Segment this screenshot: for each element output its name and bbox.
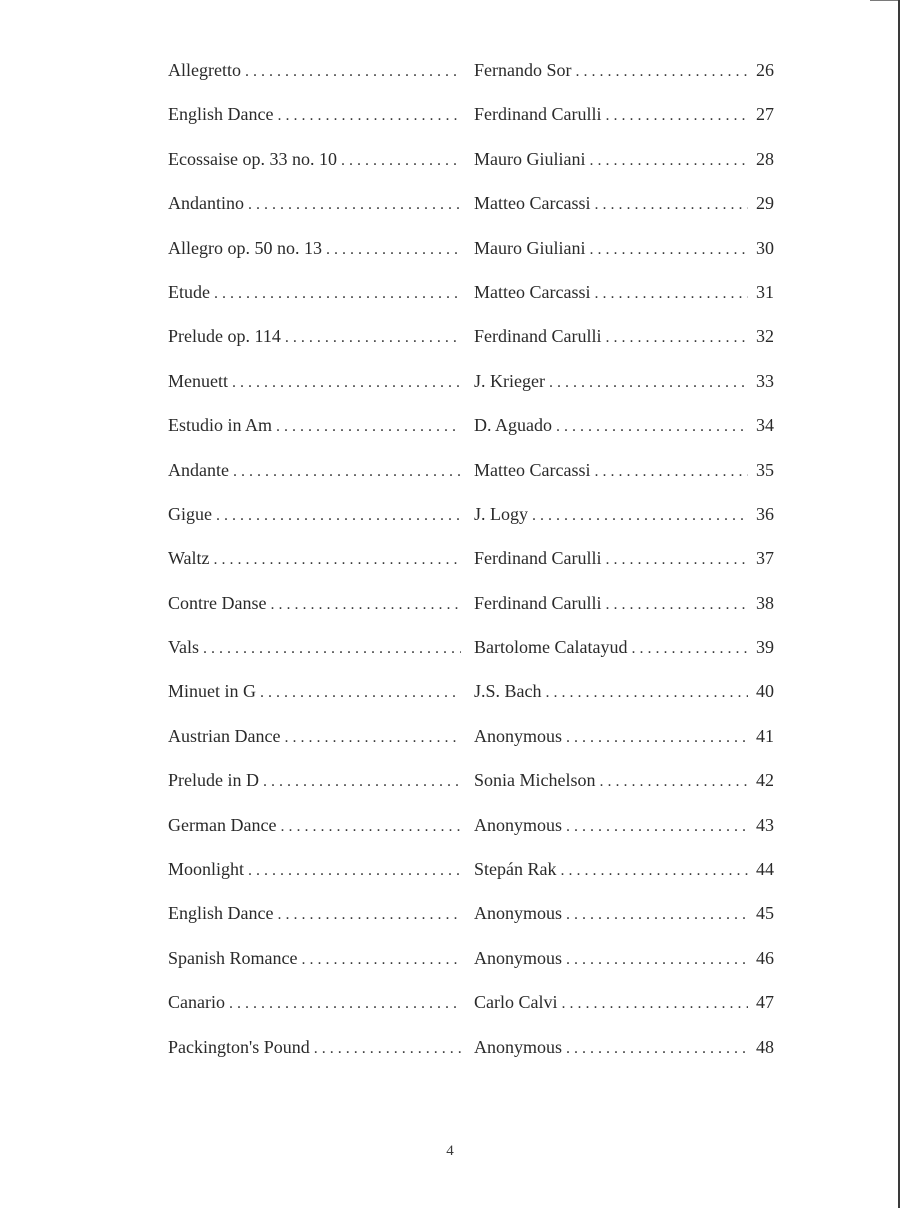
page-edge-top [870,0,900,1]
piece-title: Moonlight [168,859,245,880]
toc-row [168,453,774,497]
page-ref: 30 [756,237,774,258]
toc-composer-cell [474,985,774,1021]
dot-leader [270,588,461,622]
dot-leader [245,55,461,89]
page-ref: 36 [756,503,774,524]
toc-row [168,586,774,630]
dot-leader [576,55,749,89]
piece-title: Prelude op. 114 [168,326,281,347]
toc-row [168,408,774,452]
composer-name: Mauro Giuliani [474,237,586,258]
composer-name: Bartolome Calatayud [474,637,628,658]
dot-leader [631,632,748,666]
page-ref: 47 [756,992,774,1013]
toc-composer-cell [474,941,774,977]
toc-composer-cell [474,808,774,844]
dot-leader [600,765,749,799]
toc-title-cell [168,97,461,133]
page-ref: 26 [756,60,774,80]
dot-leader [277,898,461,932]
toc-composer-cell [474,97,774,133]
toc-row [168,852,774,896]
toc-row [168,808,774,852]
toc-composer-cell [474,319,774,355]
toc-title-cell [168,674,461,710]
piece-title: Allegro op. 50 no. 13 [168,237,322,258]
page-ref: 29 [756,193,774,214]
piece-title: Contre Danse [168,592,267,613]
toc-title-cell [168,275,461,311]
page-ref: 42 [756,770,774,791]
toc-title-cell [168,763,461,799]
toc-row [168,674,774,718]
piece-title: German Dance [168,814,277,835]
dot-leader [549,366,748,400]
toc-composer-cell [474,586,774,622]
composer-name: Sonia Michelson [474,770,596,791]
dot-leader [229,987,461,1021]
toc-title-cell [168,985,461,1021]
toc-composer-cell [474,142,774,178]
toc-composer-cell [474,896,774,932]
page-ref: 28 [756,148,774,169]
dot-leader [248,854,461,888]
dot-leader [566,721,748,755]
piece-title: Austrian Dance [168,725,281,746]
toc-row [168,275,774,319]
page-ref: 39 [756,637,774,658]
dot-leader [605,321,748,355]
toc-row [168,497,774,541]
toc-composer-cell [474,674,774,710]
page-ref: 38 [756,592,774,613]
dot-leader [594,277,748,311]
toc-row [168,763,774,807]
composer-name: Anonymous [474,903,563,924]
toc-title-cell [168,586,461,622]
page-ref: 27 [756,104,774,125]
page-ref: 32 [756,326,774,347]
toc-composer-cell [474,186,774,222]
dot-leader [277,99,461,133]
toc-composer-cell [474,364,774,400]
dot-leader [214,543,461,577]
piece-title: Andante [168,459,229,480]
piece-title: Ecossaise op. 33 no. 10 [168,148,337,169]
toc-row [168,231,774,275]
composer-name: Fernando Sor [474,60,572,80]
toc-composer-cell [474,852,774,888]
dot-leader [605,588,748,622]
table-of-contents [168,53,774,1074]
page-ref: 35 [756,459,774,480]
page-ref: 31 [756,281,774,302]
composer-name: Matteo Carcassi [474,281,591,302]
dot-leader [594,455,748,489]
dot-leader [280,810,461,844]
composer-name: Ferdinand Carulli [474,548,602,569]
dot-leader [546,676,749,710]
page-ref: 34 [756,415,774,436]
dot-leader [326,233,461,267]
piece-title: Minuet in G [168,681,256,702]
dot-leader [562,987,749,1021]
dot-leader [561,854,749,888]
dot-leader [314,1032,461,1066]
dot-leader [566,810,748,844]
toc-title-cell [168,497,461,533]
toc-title-cell [168,142,461,178]
toc-composer-cell [474,231,774,267]
toc-row [168,896,774,940]
toc-title-cell [168,1030,461,1066]
dot-leader [605,543,748,577]
toc-row [168,97,774,141]
dot-leader [232,366,461,400]
piece-title: Canario [168,992,225,1013]
composer-name: Matteo Carcassi [474,193,591,214]
toc-title-cell [168,319,461,355]
toc-row [168,941,774,985]
composer-name: Matteo Carcassi [474,459,591,480]
composer-name: J. Krieger [474,370,545,391]
page-ref: 40 [756,681,774,702]
composer-name: Ferdinand Carulli [474,592,602,613]
toc-row [168,630,774,674]
dot-leader [203,632,461,666]
dot-leader [216,499,461,533]
toc-composer-cell [474,275,774,311]
toc-title-cell [168,719,461,755]
toc-composer-cell [474,719,774,755]
dot-leader [284,721,461,755]
composer-name: Stepán Rak [474,859,557,880]
dot-leader [233,455,461,489]
toc-composer-cell [474,541,774,577]
page-ref: 46 [756,947,774,968]
toc-title-cell [168,896,461,932]
toc-title-cell [168,941,461,977]
dot-leader [301,943,461,977]
dot-leader [566,898,748,932]
toc-row [168,364,774,408]
dot-leader [214,277,461,311]
toc-title-cell [168,53,461,89]
toc-row [168,1030,774,1074]
composer-name: J.S. Bach [474,681,542,702]
piece-title: Vals [168,637,199,658]
composer-name: Anonymous [474,814,563,835]
page-number: 4 [446,1143,454,1159]
composer-name: Ferdinand Carulli [474,104,602,125]
composer-name: Anonymous [474,725,563,746]
composer-name: Carlo Calvi [474,992,558,1013]
dot-leader [566,1032,748,1066]
dot-leader [594,188,748,222]
toc-title-cell [168,186,461,222]
dot-leader [566,943,748,977]
toc-title-cell [168,364,461,400]
toc-composer-cell [474,453,774,489]
toc-composer-cell [474,1030,774,1066]
piece-title: Etude [168,281,210,302]
dot-leader [605,99,748,133]
page-ref: 48 [756,1036,774,1057]
toc-row [168,53,774,97]
dot-leader [556,410,748,444]
composer-name: J. Logy [474,503,528,524]
piece-title: Gigue [168,503,212,524]
composer-name: Mauro Giuliani [474,148,586,169]
toc-title-cell [168,630,461,666]
toc-title-cell [168,408,461,444]
toc-title-cell [168,852,461,888]
piece-title: Spanish Romance [168,947,298,968]
toc-row [168,719,774,763]
composer-name: Ferdinand Carulli [474,326,602,347]
page-ref: 45 [756,903,774,924]
toc-row [168,319,774,363]
toc-composer-cell [474,408,774,444]
page-ref: 41 [756,725,774,746]
toc-row [168,142,774,186]
toc-title-cell [168,231,461,267]
dot-leader [285,321,461,355]
piece-title: Andantino [168,193,244,214]
toc-title-cell [168,453,461,489]
piece-title: Estudio in Am [168,415,273,436]
piece-title: English Dance [168,104,274,125]
piece-title: English Dance [168,903,274,924]
toc-title-cell [168,541,461,577]
dot-leader [276,410,461,444]
composer-name: Anonymous [474,947,563,968]
dot-leader [589,233,748,267]
toc-title-cell [168,808,461,844]
page-ref: 37 [756,548,774,569]
piece-title: Menuett [168,370,228,391]
composer-name: Anonymous [474,1036,563,1057]
dot-leader [341,144,461,178]
dot-leader [589,144,748,178]
toc-composer-cell [474,497,774,533]
piece-title: Allegretto [168,60,241,80]
piece-title: Packington's Pound [168,1036,310,1057]
toc-row [168,541,774,585]
dot-leader [532,499,748,533]
page-ref: 33 [756,370,774,391]
page-ref: 43 [756,814,774,835]
toc-row [168,186,774,230]
toc-composer-cell [474,53,774,89]
piece-title: Prelude in D [168,770,259,791]
dot-leader [260,676,461,710]
page-ref: 44 [756,859,774,880]
dot-leader [248,188,461,222]
toc-row [168,985,774,1029]
piece-title: Waltz [168,548,210,569]
toc-composer-cell [474,763,774,799]
toc-composer-cell [474,630,774,666]
composer-name: D. Aguado [474,415,552,436]
dot-leader [263,765,461,799]
